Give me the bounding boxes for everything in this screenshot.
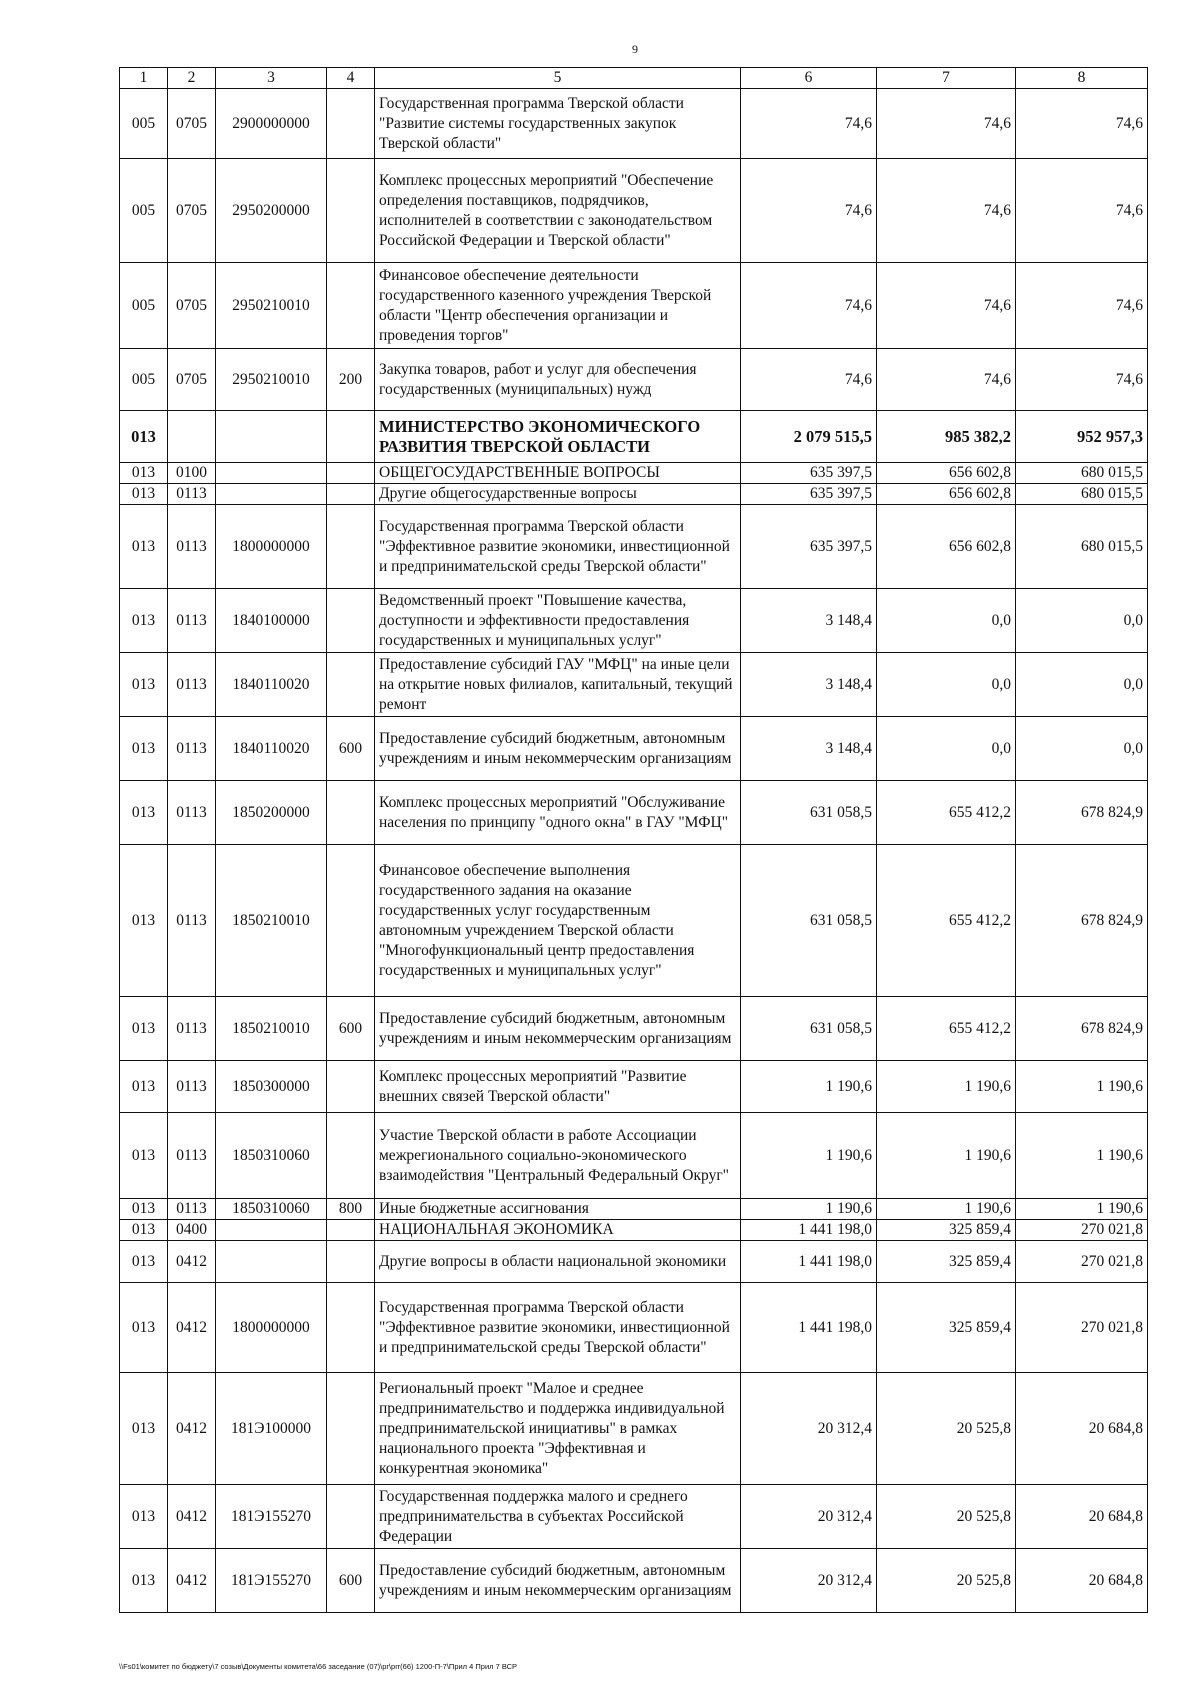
cell-col-3: 1840100000 <box>216 589 327 653</box>
table-row <box>120 411 1148 463</box>
cell-col-7: 655 412,2 <box>877 997 1016 1061</box>
cell-col-7: 1 190,6 <box>877 1199 1016 1220</box>
cell-col-1: 005 <box>120 89 168 159</box>
cell-col-3: 181Э155270 <box>216 1549 327 1613</box>
cell-col-8: 680 015,5 <box>1016 463 1148 484</box>
cell-col-8: 952 957,3 <box>1016 411 1148 463</box>
cell-col-8: 678 824,9 <box>1016 845 1148 997</box>
cell-col-1: 013 <box>120 653 168 717</box>
cell-col-1: 013 <box>120 1373 168 1485</box>
cell-col-2: 0412 <box>168 1373 216 1485</box>
cell-col-2: 0113 <box>168 1061 216 1113</box>
table-row <box>120 1199 1148 1220</box>
cell-col-6: 20 312,4 <box>741 1373 877 1485</box>
table-row <box>120 845 1148 997</box>
cell-col-4 <box>327 1220 375 1241</box>
cell-col-4 <box>327 1241 375 1283</box>
cell-col-1: 013 <box>120 717 168 781</box>
cell-col-8: 678 824,9 <box>1016 997 1148 1061</box>
cell-col-2: 0113 <box>168 505 216 589</box>
cell-col-2: 0113 <box>168 997 216 1061</box>
cell-col-8: 0,0 <box>1016 653 1148 717</box>
cell-col-6: 631 058,5 <box>741 997 877 1061</box>
cell-col-6: 1 190,6 <box>741 1113 877 1199</box>
cell-col-4 <box>327 589 375 653</box>
cell-col-7: 325 859,4 <box>877 1283 1016 1373</box>
cell-col-2: 0113 <box>168 589 216 653</box>
cell-col-7: 1 190,6 <box>877 1113 1016 1199</box>
cell-col-1: 005 <box>120 263 168 349</box>
cell-col-1: 013 <box>120 1283 168 1373</box>
cell-col-4 <box>327 1373 375 1485</box>
table-row <box>120 1241 1148 1283</box>
cell-col-7: 20 525,8 <box>877 1373 1016 1485</box>
cell-col-1: 005 <box>120 349 168 411</box>
cell-col-1: 013 <box>120 1113 168 1199</box>
cell-col-3: 1800000000 <box>216 1283 327 1373</box>
cell-col-5: Закупка товаров, работ и услуг для обеспечения государственных (муниципальных) нужд <box>375 349 741 411</box>
cell-col-5: Другие вопросы в области национальной экономики <box>375 1241 741 1283</box>
cell-col-5: Другие общегосударственные вопросы <box>375 484 741 505</box>
cell-col-2: 0113 <box>168 1199 216 1220</box>
table-row <box>120 463 1148 484</box>
cell-col-6: 3 148,4 <box>741 717 877 781</box>
cell-col-6: 1 190,6 <box>741 1061 877 1113</box>
cell-col-4 <box>327 781 375 845</box>
cell-col-7: 655 412,2 <box>877 781 1016 845</box>
table-row <box>120 1061 1148 1113</box>
cell-col-8: 1 190,6 <box>1016 1113 1148 1199</box>
cell-col-7: 1 190,6 <box>877 1061 1016 1113</box>
cell-col-4 <box>327 653 375 717</box>
cell-col-1: 013 <box>120 1061 168 1113</box>
cell-col-3: 1850210010 <box>216 845 327 997</box>
cell-col-7: 0,0 <box>877 653 1016 717</box>
cell-col-6: 1 441 198,0 <box>741 1241 877 1283</box>
cell-col-4: 200 <box>327 349 375 411</box>
cell-col-3: 1850300000 <box>216 1061 327 1113</box>
budget-table <box>119 67 1148 1613</box>
cell-col-5: Финансовое обеспечение деятельности государственного казенного учреждения Тверской области "Центр обеспечения организации и проведения торгов" <box>375 263 741 349</box>
cell-col-3: 1850200000 <box>216 781 327 845</box>
table-row <box>120 1113 1148 1199</box>
table-row <box>120 484 1148 505</box>
cell-col-1: 013 <box>120 505 168 589</box>
cell-col-3: 1840110020 <box>216 717 327 781</box>
cell-col-7: 325 859,4 <box>877 1241 1016 1283</box>
cell-col-7: 0,0 <box>877 717 1016 781</box>
cell-col-4 <box>327 1061 375 1113</box>
cell-col-2: 0113 <box>168 484 216 505</box>
cell-col-1: 013 <box>120 1241 168 1283</box>
cell-col-7: 20 525,8 <box>877 1549 1016 1613</box>
table-row <box>120 1485 1148 1549</box>
cell-col-1: 005 <box>120 159 168 263</box>
cell-col-3: 1840110020 <box>216 653 327 717</box>
cell-col-4 <box>327 484 375 505</box>
table-row <box>120 1283 1148 1373</box>
cell-col-3 <box>216 484 327 505</box>
cell-col-2: 0412 <box>168 1241 216 1283</box>
cell-col-5: Государственная программа Тверской области "Развитие системы государственных закупок Тверской области" <box>375 89 741 159</box>
cell-col-4 <box>327 1283 375 1373</box>
footer-file-path: \\Fs01\комитет по бюджету\7 созыв\Документы комитета\66 заседание (07)\pr\prr(66) 1200-П-7\Прил 4 Прил 7 ВСР <box>119 1662 518 1671</box>
cell-col-4 <box>327 505 375 589</box>
table-row <box>120 997 1148 1061</box>
cell-col-3: 181Э100000 <box>216 1373 327 1485</box>
cell-col-5: Предоставление субсидий бюджетным, автономным учреждениям и иным некоммерческим организациям <box>375 997 741 1061</box>
cell-col-2: 0400 <box>168 1220 216 1241</box>
table-row <box>120 159 1148 263</box>
cell-col-6: 635 397,5 <box>741 505 877 589</box>
cell-col-6: 74,6 <box>741 349 877 411</box>
cell-col-3: 2900000000 <box>216 89 327 159</box>
cell-col-2: 0412 <box>168 1283 216 1373</box>
cell-col-2: 0705 <box>168 263 216 349</box>
column-header: 6 <box>741 68 877 89</box>
cell-col-4 <box>327 845 375 997</box>
cell-col-7: 74,6 <box>877 159 1016 263</box>
table-row <box>120 717 1148 781</box>
cell-col-2: 0113 <box>168 653 216 717</box>
cell-col-6: 3 148,4 <box>741 589 877 653</box>
cell-col-4: 600 <box>327 997 375 1061</box>
cell-col-5: Финансовое обеспечение выполнения государственного задания на оказание государственных услуг государственным автономным учреждением Тверской области "Многофункциональный центр предоставления государственных и муниципальных услуг" <box>375 845 741 997</box>
cell-col-7: 655 412,2 <box>877 845 1016 997</box>
column-header: 5 <box>375 68 741 89</box>
cell-col-6: 2 079 515,5 <box>741 411 877 463</box>
cell-col-5: Иные бюджетные ассигнования <box>375 1199 741 1220</box>
cell-col-3: 1800000000 <box>216 505 327 589</box>
cell-col-8: 1 190,6 <box>1016 1061 1148 1113</box>
cell-col-5: Участие Тверской области в работе Ассоциации межрегионального социально-экономического взаимодействия "Центральный Федеральный Округ" <box>375 1113 741 1199</box>
cell-col-2: 0113 <box>168 1113 216 1199</box>
cell-col-7: 74,6 <box>877 263 1016 349</box>
table-row <box>120 349 1148 411</box>
cell-col-8: 1 190,6 <box>1016 1199 1148 1220</box>
cell-col-3: 2950200000 <box>216 159 327 263</box>
cell-col-7: 325 859,4 <box>877 1220 1016 1241</box>
cell-col-3: 1850210010 <box>216 997 327 1061</box>
column-header: 4 <box>327 68 375 89</box>
cell-col-7: 74,6 <box>877 89 1016 159</box>
cell-col-5: Предоставление субсидий бюджетным, автономным учреждениям и иным некоммерческим организациям <box>375 717 741 781</box>
cell-col-1: 013 <box>120 845 168 997</box>
cell-col-4: 800 <box>327 1199 375 1220</box>
cell-col-6: 1 190,6 <box>741 1199 877 1220</box>
cell-col-6: 631 058,5 <box>741 781 877 845</box>
cell-col-3: 1850310060 <box>216 1113 327 1199</box>
cell-col-6: 635 397,5 <box>741 484 877 505</box>
cell-col-6: 74,6 <box>741 159 877 263</box>
cell-col-5: Государственная программа Тверской области "Эффективное развитие экономики, инвестиционной и предпринимательской среды Тверской области" <box>375 505 741 589</box>
cell-col-2: 0113 <box>168 781 216 845</box>
cell-col-5: Государственная программа Тверской области "Эффективное развитие экономики, инвестиционной и предпринимательской среды Тверской области" <box>375 1283 741 1373</box>
cell-col-4 <box>327 159 375 263</box>
cell-col-2: 0412 <box>168 1485 216 1549</box>
cell-col-6: 20 312,4 <box>741 1485 877 1549</box>
cell-col-4 <box>327 263 375 349</box>
cell-col-6: 1 441 198,0 <box>741 1220 877 1241</box>
cell-col-8: 270 021,8 <box>1016 1220 1148 1241</box>
cell-col-2: 0705 <box>168 89 216 159</box>
header-row <box>120 68 1148 89</box>
cell-col-4 <box>327 411 375 463</box>
cell-col-3: 1850310060 <box>216 1199 327 1220</box>
cell-col-3 <box>216 1241 327 1283</box>
table-body <box>120 89 1148 1613</box>
cell-col-2: 0412 <box>168 1549 216 1613</box>
cell-col-5: Предоставление субсидий ГАУ "МФЦ" на иные цели на открытие новых филиалов, капитальный, текущий ремонт <box>375 653 741 717</box>
cell-col-8: 74,6 <box>1016 159 1148 263</box>
cell-col-5: Региональный проект "Малое и среднее предпринимательство и поддержка индивидуальной предпринимательской инициативы" в рамках национального проекта "Эффективная и конкурентная экономика" <box>375 1373 741 1485</box>
table-row <box>120 781 1148 845</box>
cell-col-8: 20 684,8 <box>1016 1373 1148 1485</box>
cell-col-5: Комплекс процессных мероприятий "Развитие внешних связей Тверской области" <box>375 1061 741 1113</box>
table-row <box>120 653 1148 717</box>
column-header: 1 <box>120 68 168 89</box>
cell-col-2: 0705 <box>168 159 216 263</box>
cell-col-1: 013 <box>120 1220 168 1241</box>
cell-col-7: 20 525,8 <box>877 1485 1016 1549</box>
cell-col-4 <box>327 1485 375 1549</box>
cell-col-7: 0,0 <box>877 589 1016 653</box>
cell-col-6: 635 397,5 <box>741 463 877 484</box>
cell-col-5: Комплекс процессных мероприятий "Обеспечение определения поставщиков, подрядчиков, исполнителей в соответствии с законодательством Российской Федерации и Тверской области" <box>375 159 741 263</box>
cell-col-4: 600 <box>327 717 375 781</box>
cell-col-3 <box>216 411 327 463</box>
cell-col-8: 0,0 <box>1016 717 1148 781</box>
cell-col-6: 74,6 <box>741 263 877 349</box>
cell-col-1: 013 <box>120 484 168 505</box>
cell-col-3 <box>216 1220 327 1241</box>
cell-col-3: 181Э155270 <box>216 1485 327 1549</box>
cell-col-1: 013 <box>120 411 168 463</box>
cell-col-5: МИНИСТЕРСТВО ЭКОНОМИЧЕСКОГО РАЗВИТИЯ ТВЕРСКОЙ ОБЛАСТИ <box>375 411 741 463</box>
cell-col-8: 270 021,8 <box>1016 1283 1148 1373</box>
table-row <box>120 1549 1148 1613</box>
cell-col-5: НАЦИОНАЛЬНАЯ ЭКОНОМИКА <box>375 1220 741 1241</box>
cell-col-1: 013 <box>120 1199 168 1220</box>
cell-col-8: 680 015,5 <box>1016 505 1148 589</box>
cell-col-1: 013 <box>120 589 168 653</box>
cell-col-7: 656 602,8 <box>877 505 1016 589</box>
cell-col-2: 0705 <box>168 349 216 411</box>
cell-col-5: Ведомственный проект "Повышение качества, доступности и эффективности предоставления государственных и муниципальных услуг" <box>375 589 741 653</box>
cell-col-4: 600 <box>327 1549 375 1613</box>
cell-col-8: 678 824,9 <box>1016 781 1148 845</box>
cell-col-5: ОБЩЕГОСУДАРСТВЕННЫЕ ВОПРОСЫ <box>375 463 741 484</box>
column-header: 8 <box>1016 68 1148 89</box>
cell-col-7: 656 602,8 <box>877 484 1016 505</box>
cell-col-4 <box>327 89 375 159</box>
cell-col-6: 1 441 198,0 <box>741 1283 877 1373</box>
cell-col-5: Государственная поддержка малого и среднего предпринимательства в субъектах Российской Федерации <box>375 1485 741 1549</box>
cell-col-2: 0113 <box>168 845 216 997</box>
cell-col-3 <box>216 463 327 484</box>
cell-col-8: 20 684,8 <box>1016 1485 1148 1549</box>
cell-col-3: 2950210010 <box>216 263 327 349</box>
cell-col-8: 680 015,5 <box>1016 484 1148 505</box>
table-row <box>120 1373 1148 1485</box>
page-number: 9 <box>632 42 638 56</box>
cell-col-6: 3 148,4 <box>741 653 877 717</box>
cell-col-4 <box>327 463 375 484</box>
cell-col-1: 013 <box>120 1485 168 1549</box>
cell-col-8: 270 021,8 <box>1016 1241 1148 1283</box>
table-row <box>120 263 1148 349</box>
cell-col-1: 013 <box>120 1549 168 1613</box>
cell-col-5: Комплекс процессных мероприятий "Обслуживание населения по принципу "одного окна" в ГАУ "МФЦ" <box>375 781 741 845</box>
cell-col-8: 0,0 <box>1016 589 1148 653</box>
cell-col-2 <box>168 411 216 463</box>
cell-col-6: 631 058,5 <box>741 845 877 997</box>
cell-col-4 <box>327 1113 375 1199</box>
cell-col-6: 20 312,4 <box>741 1549 877 1613</box>
cell-col-1: 013 <box>120 463 168 484</box>
cell-col-7: 985 382,2 <box>877 411 1016 463</box>
cell-col-7: 74,6 <box>877 349 1016 411</box>
table-row <box>120 1220 1148 1241</box>
cell-col-3: 2950210010 <box>216 349 327 411</box>
cell-col-5: Предоставление субсидий бюджетным, автономным учреждениям и иным некоммерческим организациям <box>375 1549 741 1613</box>
column-header: 7 <box>877 68 1016 89</box>
cell-col-2: 0113 <box>168 717 216 781</box>
cell-col-8: 74,6 <box>1016 89 1148 159</box>
cell-col-8: 74,6 <box>1016 349 1148 411</box>
column-header: 3 <box>216 68 327 89</box>
cell-col-2: 0100 <box>168 463 216 484</box>
column-header: 2 <box>168 68 216 89</box>
cell-col-6: 74,6 <box>741 89 877 159</box>
cell-col-7: 656 602,8 <box>877 463 1016 484</box>
cell-col-1: 013 <box>120 781 168 845</box>
cell-col-1: 013 <box>120 997 168 1061</box>
table-row <box>120 89 1148 159</box>
cell-col-8: 20 684,8 <box>1016 1549 1148 1613</box>
table-row <box>120 505 1148 589</box>
cell-col-8: 74,6 <box>1016 263 1148 349</box>
table-row <box>120 589 1148 653</box>
